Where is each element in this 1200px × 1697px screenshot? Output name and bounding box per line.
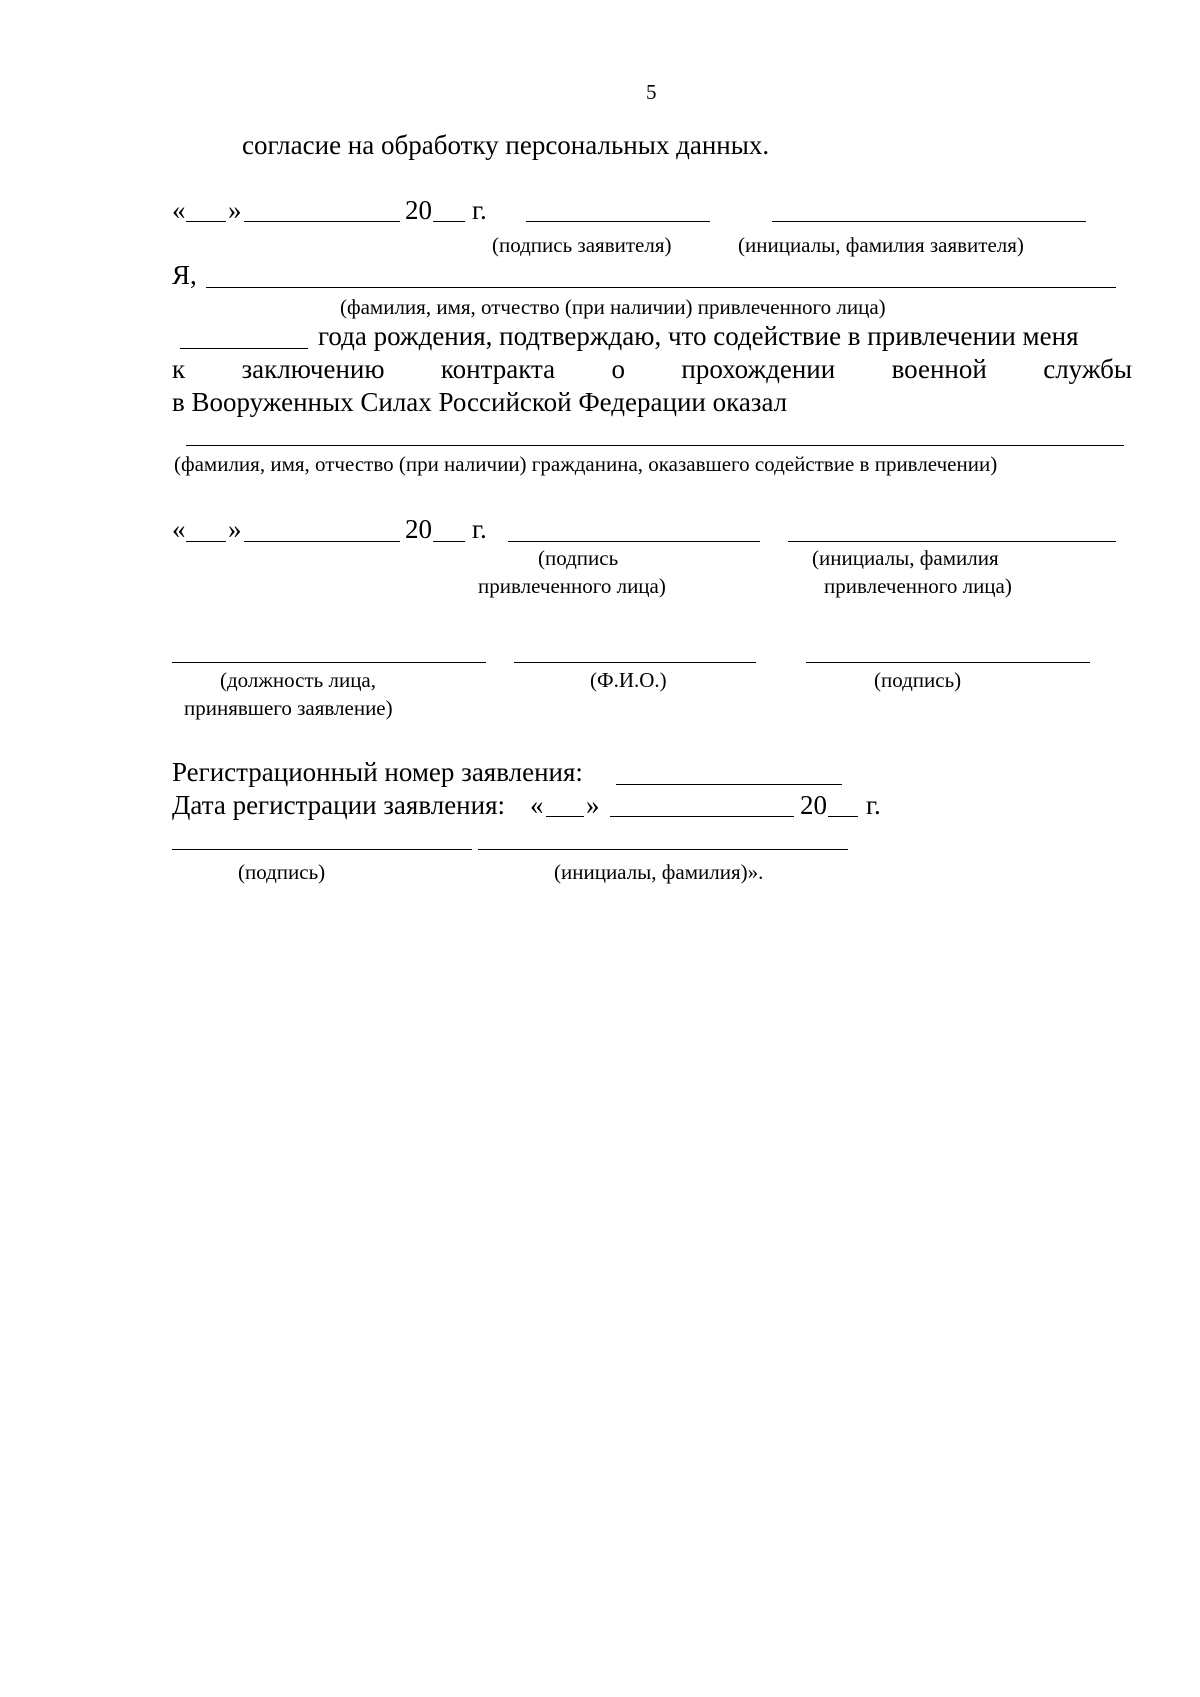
contract-word: к bbox=[172, 354, 186, 384]
date2-year-prefix: 20 bbox=[405, 514, 432, 544]
caption-initials-final: (инициалы, фамилия)». bbox=[554, 860, 764, 884]
reg-date-open-quote: « bbox=[530, 790, 544, 820]
applicant-signature-field[interactable] bbox=[526, 221, 710, 222]
reg-date-year-prefix: 20 bbox=[800, 790, 827, 820]
official-fio-field[interactable] bbox=[514, 662, 756, 663]
official-signature-field[interactable] bbox=[806, 662, 1090, 663]
date1-year-prefix: 20 bbox=[405, 195, 432, 225]
date2-year-field[interactable] bbox=[433, 541, 465, 542]
citizen-fio-field[interactable] bbox=[186, 445, 1124, 446]
date1-open-quote: « bbox=[172, 195, 186, 225]
reg-date-day-field[interactable] bbox=[546, 816, 584, 817]
caption-initials-applicant: (инициалы, фамилия заявителя) bbox=[738, 233, 1024, 257]
reg-number-label: Регистрационный номер заявления: bbox=[172, 757, 583, 787]
attracted-signature-field[interactable] bbox=[508, 541, 760, 542]
official-position-field[interactable] bbox=[172, 662, 486, 663]
date1-day-field[interactable] bbox=[186, 221, 226, 222]
date2-day-field[interactable] bbox=[186, 541, 226, 542]
armed-forces-line: в Вооруженных Силах Российской Федерации оказал bbox=[172, 387, 788, 417]
attracted-initials-field[interactable] bbox=[788, 541, 1116, 542]
date2-open-quote: « bbox=[172, 514, 186, 544]
caption-signature-attracted-2: привлеченного лица) bbox=[478, 574, 666, 598]
reg-date-year-suffix: г. bbox=[866, 790, 881, 820]
caption-fio-citizen: (фамилия, имя, отчество (при наличии) гражданина, оказавшего содействие в привлечении) bbox=[174, 452, 998, 476]
contract-word: заключению bbox=[241, 354, 385, 384]
reg-date-close-quote: » bbox=[586, 790, 600, 820]
caption-signature-final: (подпись) bbox=[238, 860, 326, 884]
final-initials-field[interactable] bbox=[478, 849, 848, 850]
caption-position-2: принявшего заявление) bbox=[184, 696, 393, 720]
date1-month-field[interactable] bbox=[244, 221, 400, 222]
birth-year-field[interactable] bbox=[180, 348, 308, 349]
date2-close-quote: » bbox=[228, 514, 242, 544]
caption-fio-attracted: (фамилия, имя, отчество (при наличии) привлеченного лица) bbox=[340, 295, 886, 319]
reg-date-month-field[interactable] bbox=[610, 816, 794, 817]
caption-initials-attracted-1: (инициалы, фамилия bbox=[812, 546, 999, 570]
date1-year-field[interactable] bbox=[433, 221, 465, 222]
final-signature-field[interactable] bbox=[172, 849, 472, 850]
applicant-initials-field[interactable] bbox=[772, 221, 1086, 222]
caption-signature-applicant: (подпись заявителя) bbox=[492, 233, 672, 257]
contract-word: службы bbox=[1043, 354, 1132, 384]
contract-word: военной bbox=[891, 354, 987, 384]
reg-date-label: Дата регистрации заявления: bbox=[172, 790, 506, 820]
caption-signature-attracted-1: (подпись bbox=[538, 546, 619, 570]
caption-initials-attracted-2: привлеченного лица) bbox=[824, 574, 1012, 598]
date2-month-field[interactable] bbox=[244, 541, 400, 542]
i-prefix: Я, bbox=[172, 260, 197, 290]
date1-year-suffix: г. bbox=[472, 195, 487, 225]
caption-fio: (Ф.И.О.) bbox=[590, 668, 667, 692]
caption-signature: (подпись) bbox=[874, 668, 962, 692]
birth-line-text: года рождения, подтверждаю, что содействие в привлечении меня bbox=[318, 321, 1079, 351]
attracted-fio-field[interactable] bbox=[206, 287, 1116, 288]
date2-year-suffix: г. bbox=[472, 514, 487, 544]
caption-position-1: (должность лица, bbox=[220, 668, 377, 692]
date1-close-quote: » bbox=[228, 195, 242, 225]
reg-date-year-field[interactable] bbox=[828, 816, 858, 817]
page-number: 5 bbox=[646, 80, 657, 104]
reg-number-field[interactable] bbox=[616, 784, 842, 785]
contract-word: прохождении bbox=[681, 354, 836, 384]
contract-line bbox=[172, 356, 1132, 383]
contract-word: контракта bbox=[440, 354, 556, 384]
contract-word: о bbox=[611, 354, 625, 384]
consent-line: согласие на обработку персональных данных. bbox=[242, 130, 770, 160]
